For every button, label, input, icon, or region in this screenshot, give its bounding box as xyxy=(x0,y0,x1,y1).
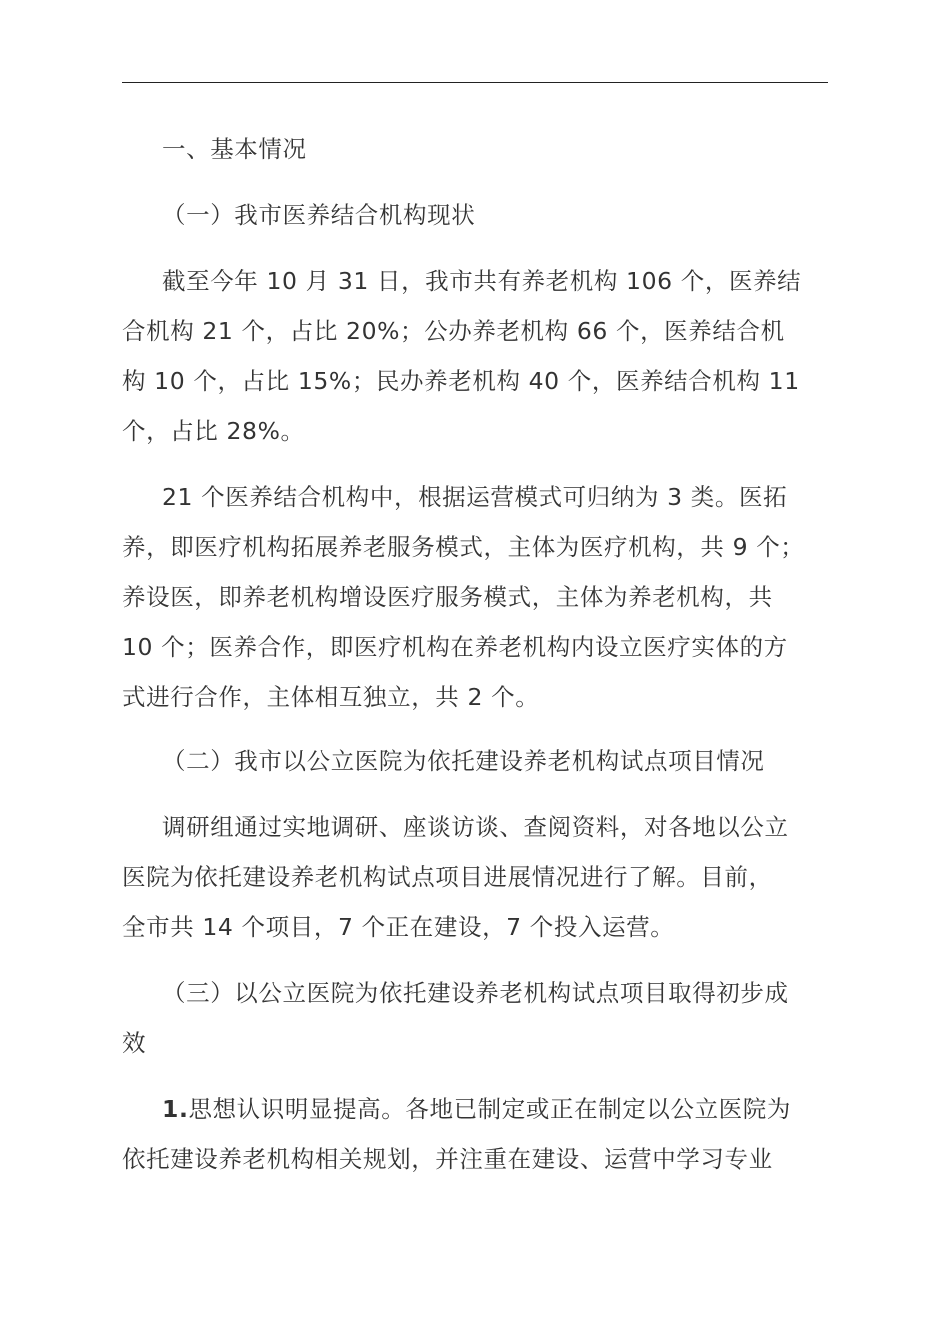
paragraph-line: 截至今年 10 月 31 日，我市共有养老机构 106 个，医养结 xyxy=(162,267,802,295)
item-text: 思想认识明显提高。各地已制定或正在制定以公立医院为 xyxy=(188,1095,791,1123)
section-title-text: （二）我市以公立医院为依托建设养老机构试点项目情况 xyxy=(162,747,765,775)
section-title-text: （三）以公立医院为依托建设养老机构试点项目取得初步成 xyxy=(162,979,789,1007)
section-2-paragraph-1 xyxy=(122,802,832,952)
paragraph-line xyxy=(122,1084,832,1134)
section-title-text: （一）我市医养结合机构现状 xyxy=(162,201,476,229)
item-number: 1. xyxy=(162,1095,189,1123)
section-2-title xyxy=(122,736,832,786)
section-3-item-1 xyxy=(122,1084,832,1184)
section-1-paragraph-2 xyxy=(122,472,832,722)
paragraph-line: 医院为依托建设养老机构试点项目进展情况进行了解。目前， xyxy=(122,863,773,891)
paragraph-line: 养设医，即养老机构增设医疗服务模式，主体为养老机构，共 xyxy=(122,583,773,611)
paragraph-line: 合机构 21 个，占比 20%；公办养老机构 66 个，医养结合机 xyxy=(122,317,785,345)
paragraph-line: 构 10 个，占比 15%；民办养老机构 40 个，医养结合机构 11 xyxy=(122,367,800,395)
section-1-title xyxy=(122,190,832,240)
section-title-text: 效 xyxy=(122,1029,147,1057)
section-3-title xyxy=(122,968,832,1068)
paragraph-line: 个，占比 28%。 xyxy=(122,417,305,445)
paragraph-line: 全市共 14 个项目，7 个正在建设，7 个投入运营。 xyxy=(122,913,675,941)
paragraph-line: 式进行合作，主体相互独立，共 2 个。 xyxy=(122,683,540,711)
paragraph-line: 10 个；医养合作，即医疗机构在养老机构内设立医疗实体的方 xyxy=(122,633,788,661)
header-rule xyxy=(122,82,828,83)
paragraph-line: 养，即医疗机构拓展养老服务模式，主体为医疗机构，共 9 个； xyxy=(122,533,805,561)
paragraph-line: 调研组通过实地调研、座谈访谈、查阅资料，对各地以公立 xyxy=(162,813,789,841)
heading-text: 一、基本情况 xyxy=(162,135,307,163)
paragraph-line: 21 个医养结合机构中，根据运营模式可归纳为 3 类。医拓 xyxy=(162,483,788,511)
heading-basic-situation xyxy=(122,124,832,174)
paragraph-line: 依托建设养老机构相关规划，并注重在建设、运营中学习专业 xyxy=(122,1145,773,1173)
section-1-paragraph-1 xyxy=(122,256,832,456)
